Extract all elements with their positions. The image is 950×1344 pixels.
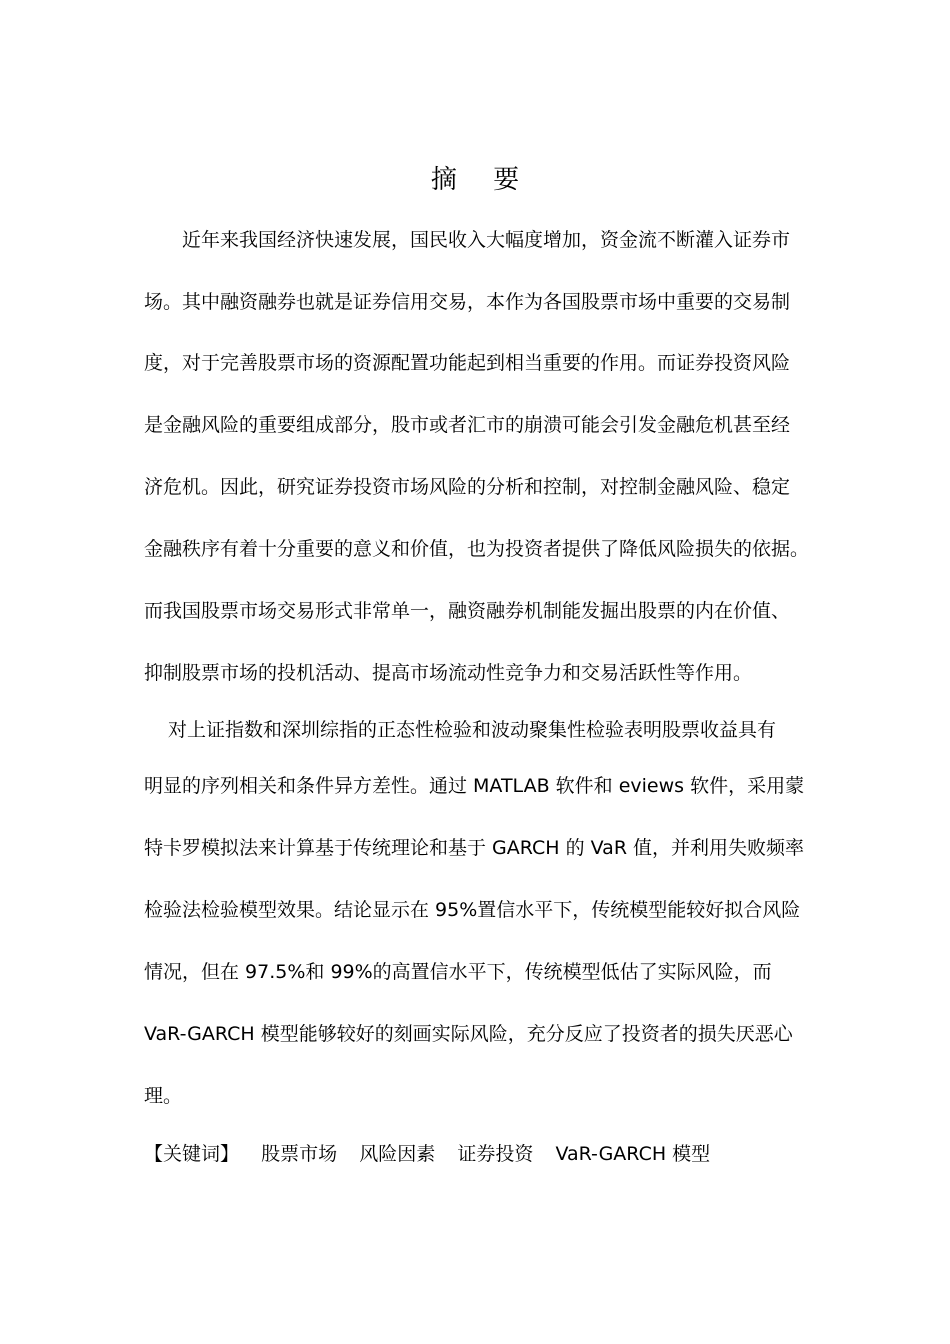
keywords-label: 【关键词】 (144, 1143, 240, 1165)
paragraph-2-line: 情况，但在 97.5%和 99%的高置信水平下，传统模型低估了实际风险，而 (144, 961, 772, 983)
keyword-item: 股票市场 (261, 1143, 338, 1165)
paragraph-1-line: 金融秩序有着十分重要的意义和价值，也为投资者提供了降低风险损失的依据。 (144, 538, 810, 560)
keyword-item: 证券投资 (457, 1143, 534, 1165)
paragraph-1-line: 抑制股票市场的投机活动、提高市场流动性竞争力和交易活跃性等作用。 (144, 662, 753, 684)
page-title: 摘 要 (430, 165, 534, 195)
paragraph-1-line: 场。其中融资融券也就是证券信用交易，本作为各国股票市场中重要的交易制 (144, 291, 791, 313)
paragraph-2-line: 特卡罗模拟法来计算基于传统理论和基于 GARCH 的 VaR 值，并利用失败频率 (144, 837, 805, 859)
paragraph-2-line: 检验法检验模型效果。结论显示在 95%置信水平下，传统模型能较好拟合风险 (144, 899, 801, 921)
paragraph-2-line: 理。 (144, 1085, 183, 1107)
paragraph-2-line: VaR-GARCH 模型能够较好的刻画实际风险，充分反应了投资者的损失厌恶心 (144, 1023, 793, 1045)
paragraph-1-line: 济危机。因此，研究证券投资市场风险的分析和控制，对控制金融风险、稳定 (144, 476, 791, 498)
keyword-item: VaR-GARCH 模型 (555, 1143, 711, 1165)
paragraph-1-line: 而我国股票市场交易形式非常单一，融资融券机制能发掘出股票的内在价值、 (144, 600, 791, 622)
paragraph-2-line: 对上证指数和深圳综指的正态性检验和波动聚集性检验表明股票收益具有 (168, 719, 777, 741)
paragraph-1-line: 度，对于完善股票市场的资源配置功能起到相当重要的作用。而证券投资风险 (144, 352, 791, 374)
paragraph-1-line: 近年来我国经济快速发展，国民收入大幅度增加，资金流不断灌入证券市 (182, 229, 791, 251)
keywords-line (144, 1139, 710, 1169)
paragraph-2-line: 明显的序列相关和条件异方差性。通过 MATLAB 软件和 eviews 软件，采用蒙 (144, 775, 805, 797)
paragraph-1-line: 是金融风险的重要组成部分，股市或者汇市的崩溃可能会引发金融危机甚至经 (144, 414, 791, 436)
keyword-item: 风险因素 (359, 1143, 436, 1165)
